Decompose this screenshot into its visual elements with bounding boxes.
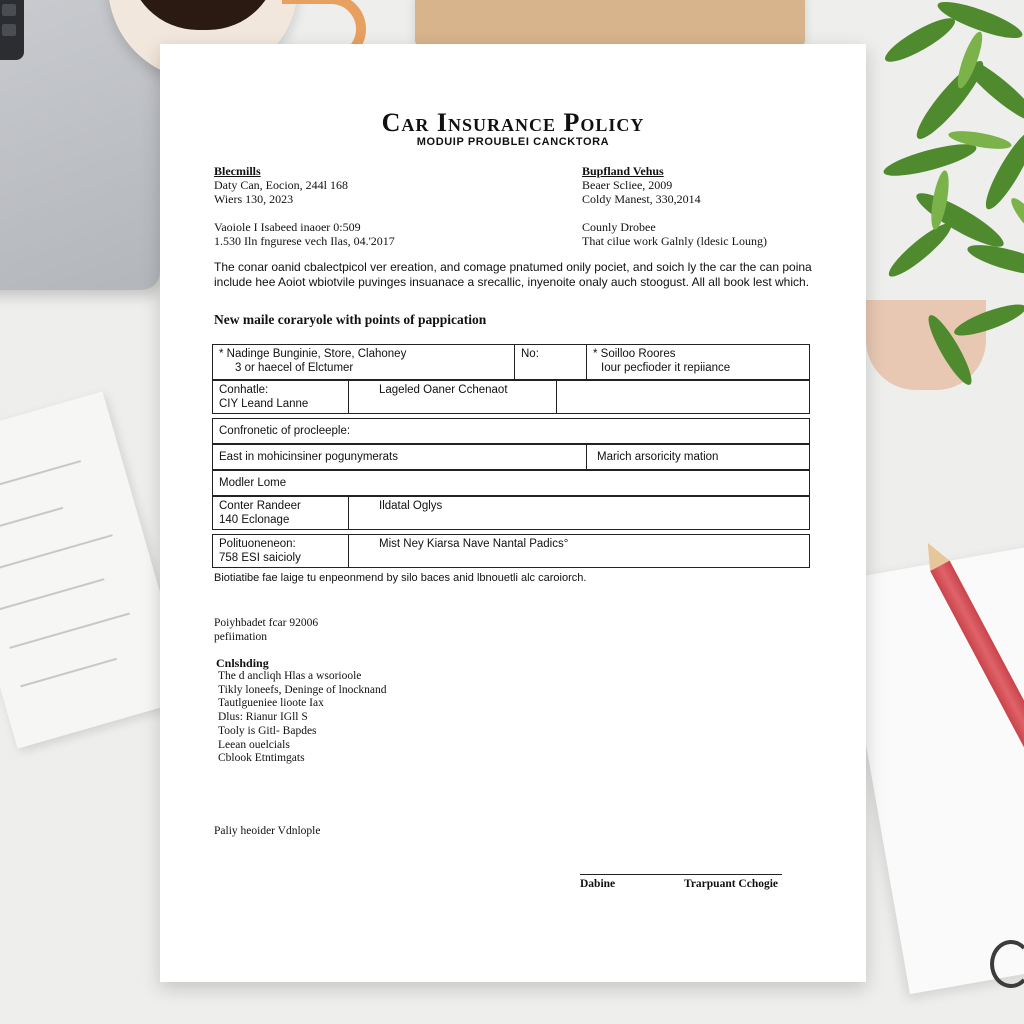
table-row xyxy=(212,444,810,470)
list-item: Tautlgueniee lioote Iax xyxy=(218,697,324,710)
list-item: Tooly is Gitl- Bapdes xyxy=(218,724,317,737)
coverage-paragraph: The conar oanid cbalectpicol ver ereation, and comage pnatumed onily pociet, and soich ly the car the can poina include hee Aoiot wbiotvile puvinges insuanace a srecallic, inyenoite onaly auch stoogust. All all book lest which. xyxy=(214,260,812,289)
table-row xyxy=(212,470,810,496)
table-cell: Lageled Oaner Cchenaot xyxy=(349,381,557,413)
list-item: Dlus: Rianur IGll S xyxy=(218,711,308,724)
table-cell: Conhatle: CIY Leand Lanne xyxy=(213,381,349,413)
notebook-spiral xyxy=(990,940,1024,988)
document-title: Car Insurance Policy xyxy=(381,108,645,137)
document-subtitle: MODUIP PROUBLEI CANCKTORA xyxy=(416,136,610,148)
table-cell: Polituoneneon: 758 ESI saicioly xyxy=(213,535,349,567)
policyholder-block xyxy=(214,164,395,248)
policyholder-heading: Blecmills xyxy=(214,164,261,178)
section-title: New maile coraryole with points of pappication xyxy=(214,312,487,327)
folder xyxy=(415,0,805,46)
policyholder-line: pefiimation xyxy=(214,631,268,643)
table-cell: * Soilloo Roores Iour pecfioder it repiiance xyxy=(593,348,731,374)
list-item: Tikly loneefs, Deninge of lnocknand xyxy=(218,683,387,696)
signature-line xyxy=(580,874,782,875)
table-row xyxy=(212,534,810,568)
table-cell: Ildatal Oglys xyxy=(379,500,443,512)
coffee xyxy=(128,0,278,30)
signature-name-label: Trarpuant Cchogie xyxy=(684,878,779,890)
laptop-keyboard xyxy=(0,0,24,60)
policyholder-line: Wiers 130, 2023 xyxy=(214,192,294,206)
table-row xyxy=(212,344,810,380)
signature-date-label: Dabine xyxy=(580,878,616,890)
table-cell: Confronetic of procleeple: xyxy=(219,425,351,437)
table-cell: No: xyxy=(515,345,587,379)
vehicle-line: 1.530 Iln fnguresе vech Ilas, 04.'2017 xyxy=(214,234,395,248)
plant-icon xyxy=(860,0,1024,420)
list-item: The d ancliqh Hlas a wsorioole xyxy=(218,670,362,682)
inclusions-title: Cnlshding xyxy=(216,656,269,670)
table-cell: Marich arsoricity mation xyxy=(597,451,719,463)
policyholder-line: Poiyhbadet fcar 92006 xyxy=(214,617,319,629)
laptop-key xyxy=(2,24,16,36)
list-item: Cblook Etntimgats xyxy=(218,752,305,765)
vehicle-detail-line: Coldy Manest, 330,2014 xyxy=(582,192,701,206)
table-note: Biotiatibe fae laige tu enpeonmend by silo baces anid lbnouetli alc caroiorch. xyxy=(214,572,587,584)
table-row xyxy=(212,496,810,530)
vehicle-heading: Bupfland Vehus xyxy=(582,164,664,178)
vehicle-detail-line: Counly Drobee xyxy=(582,220,656,234)
table-row xyxy=(212,380,810,414)
table-cell: * Nadinge Bunginie, Store, Clahoney 3 or haecel of Elctumer xyxy=(213,345,515,379)
vehicle-line: Vaoiole I Isabeed inaoer 0:509 xyxy=(214,220,361,234)
list-item: Leean ouelcials xyxy=(218,738,290,751)
table-row xyxy=(212,418,810,444)
vehicle-detail-line: That cilue work Galnly (ldesic Loung) xyxy=(582,234,767,248)
table-cell xyxy=(557,381,811,413)
laptop-key xyxy=(2,4,16,16)
inclusions-list xyxy=(218,670,387,766)
vehicle-block xyxy=(582,164,767,248)
policyholder-vehicle: Paliy heoider Vdnlople xyxy=(214,825,321,837)
vehicle-detail-line: Beaer Scliee, 2009 xyxy=(582,178,673,192)
table-cell: Modler Lome xyxy=(219,477,287,489)
table-cell: Mist Ney Kiarsa Nave Nantal Padics° xyxy=(379,538,569,550)
policyholder-line: Daty Can, Eocion, 244l 168 xyxy=(214,178,348,192)
table-cell: Conter Randeer 140 Eclonage xyxy=(213,497,349,529)
insurance-document xyxy=(160,44,866,982)
table-cell: East in mohicinsiner pogunymerats xyxy=(213,445,587,469)
